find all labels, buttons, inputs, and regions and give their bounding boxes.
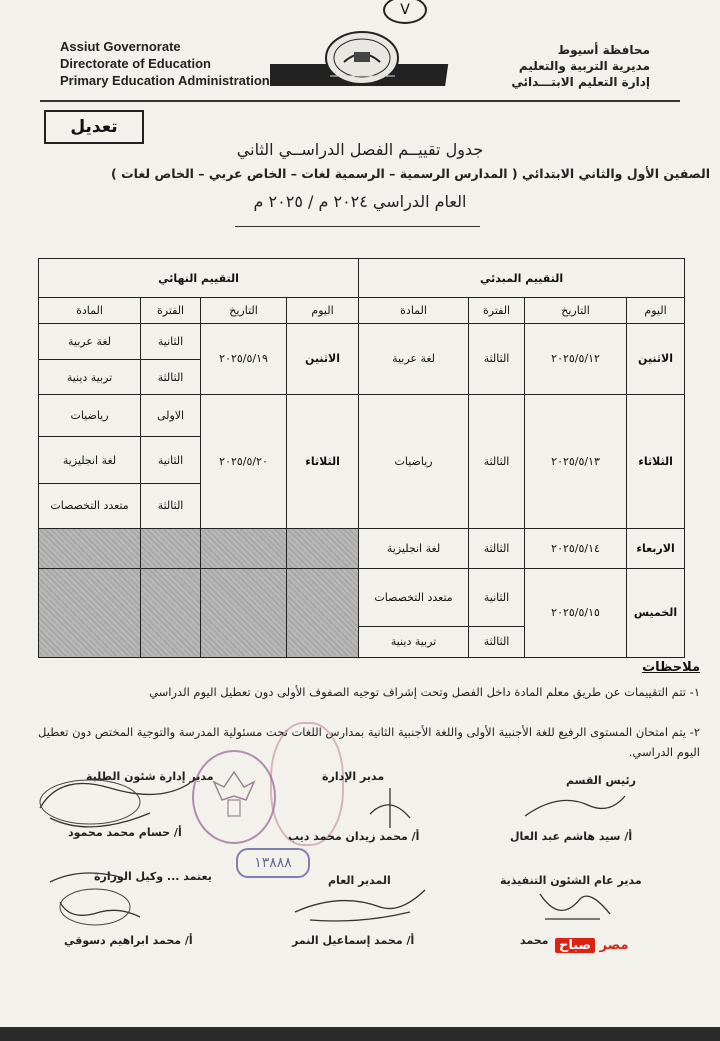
stamp-number: ١٣٨٨٨	[236, 848, 310, 878]
subject-cell: تربية دينية	[359, 626, 469, 657]
general-director-name: أ/ محمد إسماعيل النمر	[292, 934, 415, 947]
day-cell: الثلاثاء	[287, 394, 359, 528]
header-ar-line: محافظة أسيوط	[557, 43, 650, 57]
schedule-subtitle: الصفين الأول والثاني الابتدائي ( المدارس الرسمية – الرسمية لغات – الخاص عربي – الخاص لغات )	[111, 166, 710, 181]
head-of-dept-title: رئيس القسم	[566, 774, 636, 787]
day-cell: الاثنين	[287, 323, 359, 394]
period-cell: الثالثة	[469, 528, 525, 568]
subject-cell: لغة عربية	[359, 323, 469, 394]
empty-grey-cell	[39, 568, 141, 657]
empty-grey-cell	[287, 528, 359, 568]
general-director-title: المدير العام	[328, 874, 391, 887]
subject-cell: لغة عربية	[39, 323, 141, 360]
initial-assessment-header: التقييم المبدئي	[359, 259, 685, 298]
col-period: الفترة	[141, 298, 201, 324]
period-cell: الثالثة	[141, 484, 201, 529]
signature-scribble	[520, 786, 630, 826]
date-cell: ٢٠٢٥/٥/١٣	[525, 394, 627, 528]
ministry-eagle-stamp	[192, 750, 276, 844]
student-affairs-name: أ/ حسام محمد محمود	[68, 826, 182, 839]
header-ar-line: إدارة التعليم الابتـــدائي	[511, 75, 650, 89]
exec-director-name: محمد	[520, 934, 549, 947]
col-period: الفترة	[469, 298, 525, 324]
col-date: التاريخ	[201, 298, 287, 324]
date-cell: ٢٠٢٥/٥/١٩	[201, 323, 287, 394]
admin-director-title: مدير الإدارة	[322, 770, 385, 783]
day-cell: الخميس	[627, 568, 685, 657]
round-stamp	[270, 722, 344, 846]
period-cell: الثالثة	[469, 394, 525, 528]
subject-cell: لغة انجليزية	[359, 528, 469, 568]
period-cell: الثالثة	[141, 360, 201, 395]
table-row	[39, 394, 685, 436]
admin-director-name: أ/ محمد زيدان محمد ديب	[288, 830, 420, 843]
subject-cell: تربية دينية	[39, 360, 141, 395]
date-cell: ٢٠٢٥/٥/٢٠	[201, 394, 287, 528]
date-cell: ٢٠٢٥/٥/١٢	[525, 323, 627, 394]
empty-grey-cell	[201, 528, 287, 568]
watermark-box: صباح	[555, 938, 595, 953]
bottom-frame	[0, 1027, 720, 1041]
amendment-badge: تعديل	[44, 110, 144, 144]
schedule-title: جدول تقييــم الفصل الدراســي الثاني	[236, 140, 484, 159]
signature-scribble	[360, 784, 420, 834]
head-of-dept-name: أ/ سيد هاشم عبد العال	[510, 830, 633, 843]
date-cell: ٢٠٢٥/٥/١٤	[525, 528, 627, 568]
period-cell: الثانية	[469, 568, 525, 626]
header-en-line: Directorate of Education	[60, 56, 211, 71]
empty-grey-cell	[201, 568, 287, 657]
title-underline	[235, 226, 480, 227]
signature-scribble	[530, 884, 620, 934]
subject-cell: رياضيات	[359, 394, 469, 528]
header-rule	[40, 100, 680, 102]
site-watermark	[555, 938, 629, 960]
empty-grey-cell	[141, 568, 201, 657]
date-cell: ٢٠٢٥/٥/١٥	[525, 568, 627, 657]
header-en-line: Assiut Governorate	[60, 39, 181, 54]
day-cell: الاربعاء	[627, 528, 685, 568]
day-cell: الاثنين	[627, 323, 685, 394]
period-cell: الثالثة	[469, 626, 525, 657]
period-cell: الثانية	[141, 437, 201, 484]
col-subject: المادة	[359, 298, 469, 324]
subject-cell: لغة انجليزية	[39, 437, 141, 484]
col-date: التاريخ	[525, 298, 627, 324]
table-row	[39, 323, 685, 360]
col-day: اليوم	[627, 298, 685, 324]
period-cell: الاولى	[141, 394, 201, 436]
subject-cell: رياضيات	[39, 394, 141, 436]
administration-logo	[270, 30, 455, 92]
subject-cell: متعدد التخصصات	[39, 484, 141, 529]
empty-grey-cell	[141, 528, 201, 568]
undersecretary-name: أ/ محمد ابراهيم دسوقي	[64, 934, 193, 947]
day-cell: الثلاثاء	[627, 394, 685, 528]
note-2: ٢- يتم امتحان المستوى الرفيع للغة الأجنبية الأولى واللغة الأجنبية الثانية بمدارس اللغات تحت مسئولية المدرسة والتوجية المختص دون تعطيل اليوم الدراسي.	[38, 725, 700, 759]
signature-scribble	[40, 862, 150, 932]
note-1: ١- تتم التقييمات عن طريق معلم المادة داخل الفصل وتحت إشراف توجيه الصفوف الأولى دون تعطيل اليوم الدراسي	[149, 685, 700, 699]
signature-scribble	[290, 882, 430, 927]
notes-title: ملاحظات	[642, 660, 700, 675]
empty-grey-cell	[39, 528, 141, 568]
student-affairs-title: مدير إدارة شئون الطلبة	[86, 770, 214, 783]
signature-scribble	[30, 768, 200, 838]
header-english	[60, 38, 270, 89]
table-row	[39, 568, 685, 626]
header-ar-line: مديرية التربية والتعليم	[518, 59, 650, 73]
period-cell: الثانية	[141, 323, 201, 360]
header-arabic	[511, 42, 650, 90]
header-en-line: Primary Education Administration	[60, 73, 270, 88]
undersecretary-title: يعتمد ... وكيل الوزارة	[94, 870, 212, 883]
subject-cell: متعدد التخصصات	[359, 568, 469, 626]
period-cell: الثالثة	[469, 323, 525, 394]
empty-grey-cell	[287, 568, 359, 657]
page-number: V	[383, 0, 427, 24]
table-row	[39, 528, 685, 568]
academic-year: العام الدراسي ٢٠٢٤ م / ٢٠٢٥ م	[253, 192, 467, 211]
exec-director-title: مدير عام الشئون التنفيذية	[500, 874, 642, 887]
watermark-left: مصر	[599, 938, 629, 953]
final-assessment-header: التقييم النهائي	[39, 259, 359, 298]
col-subject: المادة	[39, 298, 141, 324]
schedule-table	[38, 258, 685, 658]
col-day: اليوم	[287, 298, 359, 324]
